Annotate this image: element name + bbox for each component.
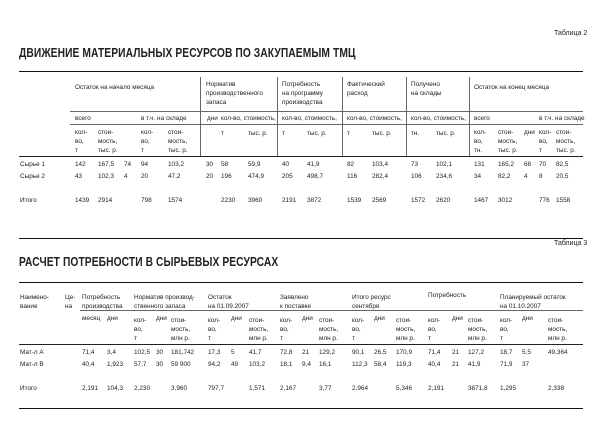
t2-cell: 58 <box>221 161 229 168</box>
t2-row-label: Сырье 1 <box>20 161 45 168</box>
t2-cell: 1574 <box>168 197 183 204</box>
t3-cell: 181,742 <box>171 349 195 356</box>
t2-unit: т <box>347 130 350 137</box>
t3-cell: 797,7 <box>208 385 224 392</box>
t2-cell: 94 <box>141 161 149 168</box>
t3-cell: 21 <box>452 361 460 368</box>
t2-cell: 1539 <box>347 197 362 204</box>
t2-cell: 82,2 <box>498 173 511 180</box>
t2-rule <box>70 111 583 112</box>
table3-top-rule <box>19 282 583 283</box>
t2-cell: 1558 <box>556 197 571 204</box>
t3-cell: 2,167 <box>280 385 296 392</box>
table3-label: Таблица 3 <box>554 240 588 247</box>
t3-cell: 16,1 <box>319 361 332 368</box>
t3-sub: стои- мость, млн р. <box>396 317 416 342</box>
t2-cell: 2230 <box>221 197 236 204</box>
t2-h-actual: Фактический расход <box>347 81 385 97</box>
t2-body-rule <box>19 156 583 157</box>
t3-row-label: Мат-л В <box>20 361 44 368</box>
t3-cell: 71,4 <box>82 349 95 356</box>
t2-cell: 43 <box>75 173 83 180</box>
t3-cell: 3,77 <box>319 385 332 392</box>
t3-cell: 2,191 <box>82 385 98 392</box>
t2-cell: 196 <box>221 173 232 180</box>
t2-sub-incl: в т.ч. на складе <box>141 115 187 122</box>
t2-sep <box>406 77 407 157</box>
t3-cell: 41,9 <box>468 361 481 368</box>
t3-cell: 37 <box>522 361 530 368</box>
t3-sub: дни <box>452 315 463 322</box>
t3-cell: 102,5 <box>134 349 150 356</box>
t3-cell: 58,4 <box>374 361 387 368</box>
t2-cell: 1439 <box>75 197 90 204</box>
t2-cell: 34 <box>474 173 482 180</box>
t2-cell: 70 <box>539 161 547 168</box>
t2-cell: 41,9 <box>307 161 320 168</box>
t3-cell: 1,571 <box>249 385 265 392</box>
t3-cell: 1,295 <box>500 385 516 392</box>
t3-cell: 94,2 <box>208 361 221 368</box>
t3-cell: 26,5 <box>374 349 387 356</box>
t2-sub-incl: в т.ч. на складе <box>539 115 585 122</box>
t2-unit: кол- во, т <box>539 129 552 154</box>
t2-cell: 82,5 <box>556 161 569 168</box>
t3-sub: месяц <box>82 315 101 322</box>
t3-cell: 40,4 <box>428 361 441 368</box>
t2-cell: 2914 <box>98 197 113 204</box>
t3-cell: 41,7 <box>249 349 262 356</box>
t2-sep <box>200 77 201 157</box>
t3-h-stock: Остаток на 01.09.2007 <box>208 294 249 310</box>
t3-cell: 30 <box>156 361 164 368</box>
table3-bottom-rule <box>19 408 583 409</box>
t2-unit: дни <box>524 129 535 136</box>
t2-cell: 498,7 <box>307 173 323 180</box>
t2-unit: кол- во, т <box>75 129 88 154</box>
t2-unit: стои- мость, тыс. р. <box>98 129 118 154</box>
t3-cell: 2,964 <box>352 385 368 392</box>
t2-cell: 102,3 <box>98 173 114 180</box>
t2-cell: 4 <box>524 173 528 180</box>
t3-h-price: Це- на <box>65 294 76 310</box>
t2-unit: стои- мость, тыс. р. <box>556 129 576 154</box>
t2-cell: 20,5 <box>556 173 569 180</box>
t2-sub-qc: кол-во, стоимость, <box>282 115 337 122</box>
t2-cell: 2620 <box>436 197 451 204</box>
t2-unit: тыс. р. <box>372 130 392 137</box>
t2-cell: 74 <box>124 161 132 168</box>
t2-cell: 205 <box>282 173 293 180</box>
t2-cell: 103,2 <box>168 161 184 168</box>
t2-unit: тн. <box>411 130 420 137</box>
t3-cell: 2,338 <box>548 385 564 392</box>
t2-cell: 1467 <box>474 197 489 204</box>
t2-cell: 30 <box>206 161 214 168</box>
t3-cell: 129,2 <box>319 349 335 356</box>
t3-cell: 170,9 <box>396 349 412 356</box>
t2-cell: 4 <box>124 173 128 180</box>
t3-sub: дни <box>522 315 533 322</box>
table2-bottom-rule <box>19 238 583 239</box>
t2-unit: кол- во, т <box>141 129 154 154</box>
t3-h-planned: Планируемый остаток на 01.10.2007 <box>500 294 566 310</box>
t2-row-label: Сырье 2 <box>20 173 45 180</box>
t2-cell: 116 <box>347 173 358 180</box>
t3-cell: 21 <box>302 349 310 356</box>
t2-h-received: Получено на склады <box>411 81 442 97</box>
t2-cell: 3872 <box>307 197 322 204</box>
t3-total-label: Итого <box>20 385 37 392</box>
t2-cell: 68 <box>524 161 532 168</box>
t3-sub: стои- мость, млн р. <box>171 317 191 342</box>
t2-unit: тыс. р. <box>307 130 327 137</box>
t3-cell: 1,923 <box>107 361 123 368</box>
t2-cell: 103,4 <box>372 161 388 168</box>
t2-rule <box>70 124 583 125</box>
t2-cell: 282,4 <box>372 173 388 180</box>
t2-unit: кол- во, тн. <box>474 129 487 154</box>
t2-cell: 3012 <box>498 197 513 204</box>
t3-sub: кол- во, т <box>428 317 441 342</box>
t2-sub-days: дни <box>207 115 218 122</box>
table2-top-rule <box>19 71 583 72</box>
t2-h-norm: Норматив производственного запаса <box>206 81 263 106</box>
t2-sub-qc: кол-во, стоимость, <box>221 115 276 122</box>
t3-cell: 103,2 <box>249 361 265 368</box>
t2-cell: 82 <box>347 161 355 168</box>
t2-cell: 474,9 <box>248 173 264 180</box>
t2-cell: 776 <box>539 197 550 204</box>
t2-cell: 234,6 <box>436 173 452 180</box>
t2-cell: 131 <box>474 161 485 168</box>
t3-sub: дни <box>374 315 385 322</box>
t3-h-norm: Норматив производ- ственного запаса <box>134 294 195 310</box>
t2-cell: 47,2 <box>168 173 181 180</box>
t2-sub-qc: кол-во, стоимость, <box>347 115 402 122</box>
t3-sub: дни <box>107 315 118 322</box>
t2-sub-total: всего <box>75 115 91 122</box>
t3-body-rule <box>19 344 583 345</box>
t3-cell: 2,191 <box>428 385 444 392</box>
t3-h-total: Итого ресурс сентября <box>352 294 391 310</box>
t3-h-need: Потребность производства <box>82 294 123 310</box>
t2-cell: 59,9 <box>248 161 261 168</box>
t2-unit: т <box>282 130 285 137</box>
table2-title: ДВИЖЕНИЕ МАТЕРИАЛЬНЫХ РЕСУРСОВ ПО ЗАКУПАЕМЫМ ТМЦ <box>19 46 356 60</box>
t3-sub: дни <box>302 315 313 322</box>
t2-cell: 106 <box>411 173 422 180</box>
t3-cell: 112,3 <box>352 361 368 368</box>
t3-cell: 17,3 <box>208 349 221 356</box>
t3-cell: 104,3 <box>107 385 123 392</box>
t3-sub: стои- мость, млн р. <box>468 317 488 342</box>
t3-rule <box>80 310 583 311</box>
t2-unit: тыс. р. <box>248 130 268 137</box>
t3-cell: 59 900 <box>171 361 191 368</box>
t3-cell: 90,1 <box>352 349 365 356</box>
t3-h-ordered: Заявлено к поставке <box>280 294 312 310</box>
t3-sub: дни <box>231 315 242 322</box>
t3-sub: кол- во, т <box>500 317 513 342</box>
t3-cell: 18,7 <box>500 349 513 356</box>
t2-total-label: Итого <box>20 197 37 204</box>
t2-unit: т <box>221 130 224 137</box>
t2-unit: стои- мость, тыс. р. <box>498 129 518 154</box>
t2-cell: 165,2 <box>498 161 514 168</box>
t3-cell: 2,230 <box>134 385 150 392</box>
t3-sub: кол- во, т <box>280 317 293 342</box>
t2-sep <box>277 77 278 157</box>
t2-sep <box>469 77 470 157</box>
t3-cell: 71,4 <box>428 349 441 356</box>
t3-cell: 127,2 <box>468 349 484 356</box>
t3-cell: 30 <box>156 349 164 356</box>
t2-unit: тыс. р. <box>436 130 456 137</box>
t3-cell: 49,364 <box>548 349 568 356</box>
t3-cell: 40,4 <box>82 361 95 368</box>
t2-cell: 798 <box>141 197 152 204</box>
t2-cell: 2569 <box>372 197 387 204</box>
t2-cell: 142 <box>75 161 86 168</box>
t3-row-label: Мат-л А <box>20 349 44 356</box>
t3-cell: 71,9 <box>500 361 513 368</box>
t3-cell: 9,4 <box>302 361 311 368</box>
t3-h-name: Наимено- вание <box>20 294 49 310</box>
t3-sub: дни <box>156 315 167 322</box>
table3-title: РАСЧЕТ ПОТРЕБНОСТИ В СЫРЬЕВЫХ РЕСУРСАХ <box>19 255 279 269</box>
t2-cell: 102,1 <box>436 161 452 168</box>
t2-sub-total: всего <box>474 115 490 122</box>
t2-h-need: Потребность на программу производства <box>282 81 323 106</box>
t2-cell: 2191 <box>282 197 297 204</box>
t2-sub-qc: кол-во, стоимость, <box>411 115 466 122</box>
t3-cell: 57,7 <box>134 361 147 368</box>
t3-h-need2: Потребность <box>428 292 467 299</box>
t3-sub: стои- мость, млн р. <box>249 317 269 342</box>
t2-sep <box>342 77 343 157</box>
t3-cell: 3,4 <box>107 349 116 356</box>
t2-h-start: Остаток на начало месяца <box>75 84 155 91</box>
t3-cell: 3,960 <box>171 385 187 392</box>
t2-cell: 8 <box>539 173 543 180</box>
t3-sub: кол- во, т <box>134 317 147 342</box>
t2-cell: 20 <box>141 173 149 180</box>
t3-sub: кол- во, т <box>352 317 365 342</box>
t2-cell: 40 <box>282 161 290 168</box>
t3-cell: 119,3 <box>396 361 412 368</box>
t3-cell: 3871,8 <box>468 385 488 392</box>
t2-h-end: Остаток на конец месяца <box>474 84 550 91</box>
t3-sub: стои- мость, млн р. <box>319 317 339 342</box>
t3-cell: 5,5 <box>522 349 531 356</box>
t2-unit: стои- мость, тыс. р. <box>168 129 188 154</box>
t3-cell: 5,346 <box>396 385 412 392</box>
t2-cell: 73 <box>411 161 419 168</box>
t3-cell: 21 <box>452 349 460 356</box>
t2-cell: 1572 <box>411 197 426 204</box>
t2-cell: 3960 <box>248 197 263 204</box>
t3-cell: 5 <box>231 349 235 356</box>
t3-sub: стои- мость, млн р. <box>548 317 568 342</box>
t3-cell: 18,1 <box>280 361 293 368</box>
t3-sub: кол- во, т <box>208 317 221 342</box>
t3-cell: 49 <box>231 361 239 368</box>
t3-cell: 72,8 <box>280 349 293 356</box>
table2-label: Таблица 2 <box>554 30 588 37</box>
t2-cell: 167,5 <box>98 161 114 168</box>
t2-cell: 20 <box>206 173 214 180</box>
